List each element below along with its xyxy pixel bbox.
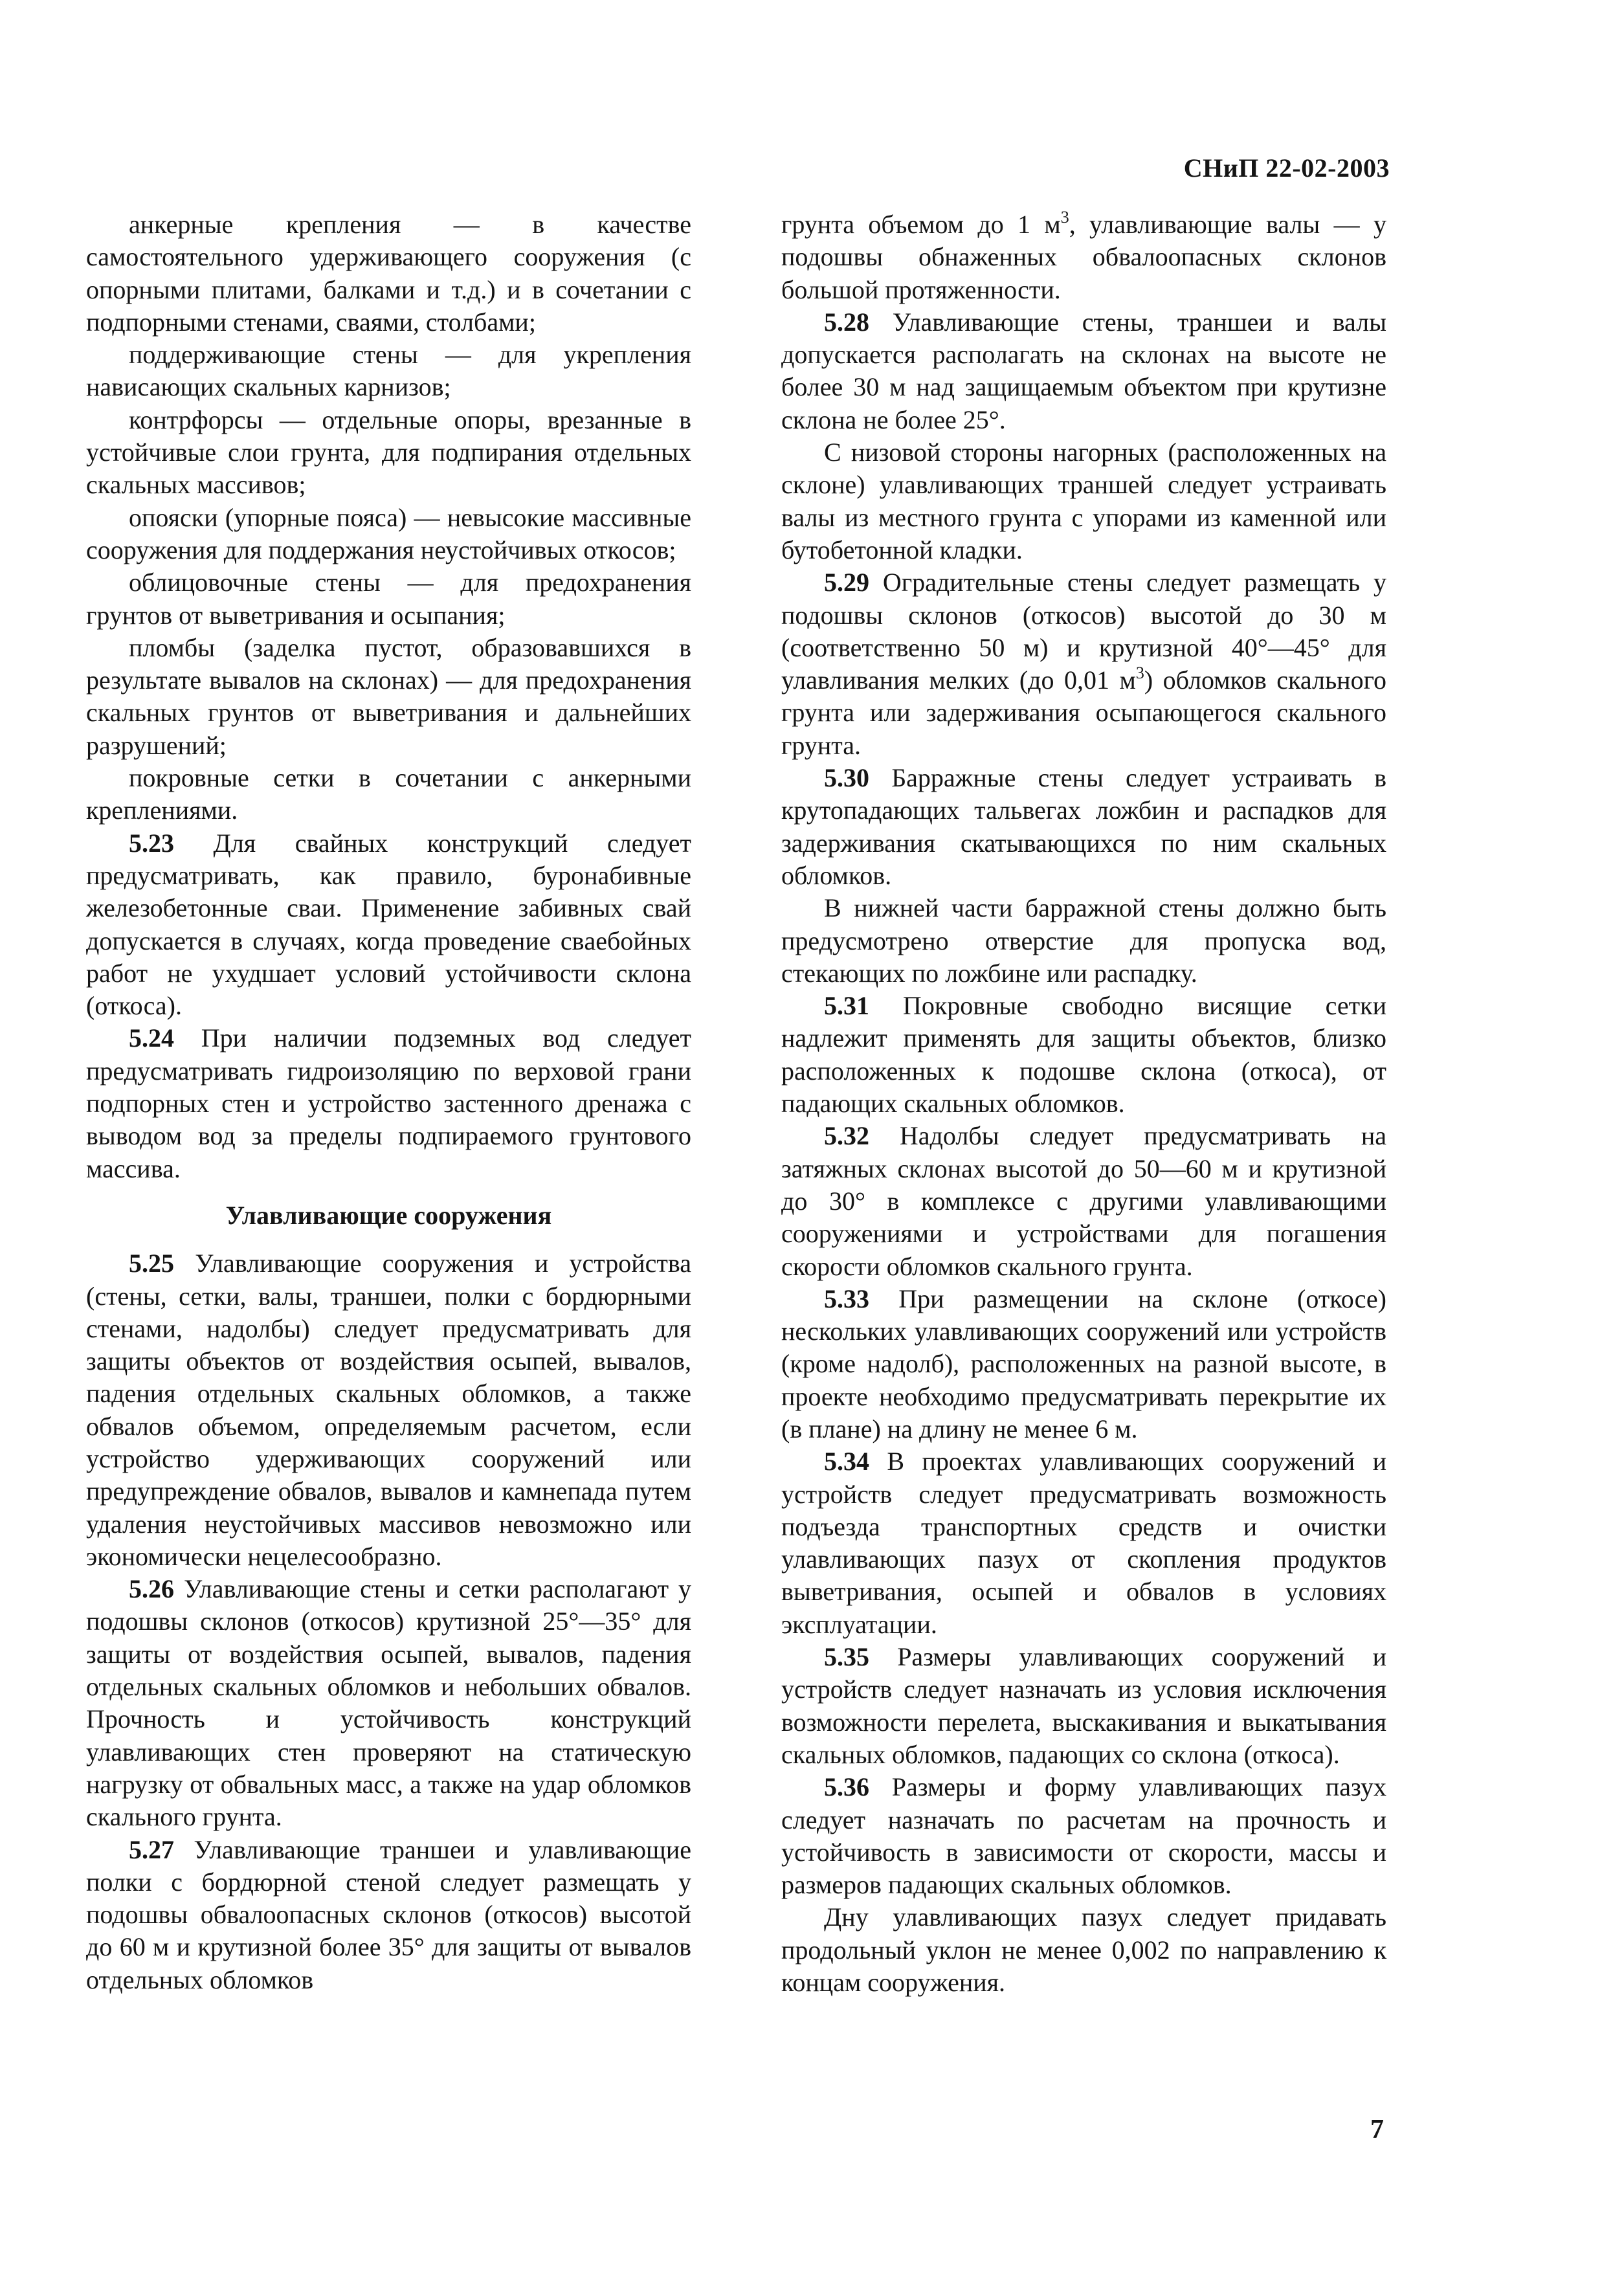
clause-number: 5.33	[824, 1284, 869, 1313]
clause-number: 5.28	[824, 307, 869, 337]
clause-5-25	[86, 1247, 691, 1573]
page-number: 7	[1370, 2115, 1384, 2144]
clause-5-30	[781, 762, 1386, 892]
paragraph: покровные сетки в сочетании с анкерными креплениями.	[86, 763, 691, 825]
clause-number: 5.24	[129, 1023, 174, 1053]
paragraph: поддерживающие стены — для укрепления нависающих скальных карнизов;	[86, 340, 691, 402]
clause-5-27	[86, 1834, 691, 1996]
clause-text: Оградительные стены следует размещать у подошвы склонов (откосов) высотой до 30 м (соответственно 50 м) и крутизной 40°—45° для улавливания мелких (до 0,01 м	[781, 568, 1386, 695]
clause-text: Улавливающие стены и сетки располагают у подошвы склонов (откосов) крутизной 25°—35° для защиты от воздействия осыпей, вывалов, падения отдельных скальных обломков и небольших обвалов. Прочность и устойчивость конструкций улавливающих стен проверяют на статическую нагрузку от обвальных масс, а также на удар обломков скального грунта.	[86, 1574, 691, 1832]
clause-text: Для свайных конструкций следует предусматривать, как правило, буронабивные железобетонные сваи. Применение забивных свай допускается в случаях, когда проведение свaебойных работ не ухудшает условий устойчивости склона (откоса).	[86, 828, 691, 1021]
section-subheading: Улавливающие сооружения	[225, 1200, 552, 1230]
clause-text: Улавливающие траншеи и улавливающие полки с бордюрной стеной следует размещать у подошвы обвалоопасных склонов (откосов) высотой до 60 м и крутизной более 35° для защиты от вывалов отдельных обломков	[86, 1834, 691, 1994]
clause-text: Размеры и форму улавливающих пазух следует назначать по расчетам на прочность и устойчивость в зависимости от скорости, массы и размеров падающих скальных обломков.	[781, 1772, 1386, 1900]
clause-text: Надолбы следует предусматривать на затяжных склонах высотой до 50—60 м и крутизной до 30° в комплексе с другими улавливающими сооружениями и устройствами для погашения скорости обломков скального грунта.	[781, 1121, 1386, 1281]
clause-number: 5.31	[824, 991, 869, 1021]
text-segment: грунта объемом до 1 м	[781, 210, 1061, 239]
paragraph: анкерные крепления — в качестве самостоятельного удерживающего сооружения (с опорными плитами, балками и т.д.) и в сочетании с подпорными стенами, сваями, столбами;	[86, 210, 691, 337]
clause-text: Покровные свободно висящие сетки надлежит применять для защиты объектов, близко расположенных к подошве склона (откоса), от падающих скальных обломков.	[781, 991, 1386, 1119]
superscript: 3	[1060, 208, 1069, 227]
clause-number: 5.30	[824, 763, 869, 793]
clause-text: В проектах улавливающих сооружений и устройств следует предусматривать возможность подъезда транспортных средств и очистки улавливающих пазух от скопления продуктов выветривания, осыпей и обвалов в условиях эксплуатации.	[781, 1447, 1386, 1639]
clause-number: 5.32	[824, 1121, 869, 1151]
text-segment: , улавливающие валы — у подошвы обнаженных обвалоопасных склонов большой протяженности.	[781, 210, 1386, 304]
superscript: 3	[1135, 663, 1144, 683]
clause-5-33	[781, 1283, 1386, 1445]
clause-number: 5.25	[129, 1249, 174, 1278]
clause-number: 5.36	[824, 1772, 869, 1802]
clause-5-32	[781, 1120, 1386, 1282]
clause-text: Улавливающие сооружения и устройства (стены, сетки, валы, траншеи, полки с бордюрными стенами, надолбы) следует предусматривать для защиты объектов от воздействия осыпей, вывалов, падения отдельных скальных обломков, а также обвалов объемом, определяемым расчетом, если устройство удерживающих сооружений или предупреждение обвалов, вывалов и камнепада путем удаления неустойчивых массивов невозможно или экономически нецелесообразно.	[86, 1249, 691, 1571]
paragraph: пломбы (заделка пустот, образовавшихся в результате вывалов на склонах) — для предохранения скальных грунтов от выветривания и дальнейших разрушений;	[86, 632, 691, 760]
paragraph: облицовочные стены — для предохранения грунтов от выветривания и осыпания;	[86, 568, 691, 630]
clause-5-35	[781, 1641, 1386, 1771]
clause-text: ) обломков скального грунта или задерживания осыпающегося скального грунта.	[781, 665, 1386, 760]
clause-number: 5.34	[824, 1447, 869, 1476]
clause-text: Барражные стены следует устраивать в крутопадающих тальвегах ложбин и распадков для задерживания скатывающихся по ним скальных обломков.	[781, 763, 1386, 890]
document-header: СНиП 22-02-2003	[1183, 153, 1390, 183]
clause-5-29	[781, 566, 1386, 762]
clause-number: 5.27	[129, 1834, 174, 1864]
clause-text: Улавливающие стены, траншеи и валы допускается располагать на склонах на высоте не более 30 м над защищаемым объектом при крутизне склона не более 25°.	[781, 307, 1386, 434]
clause-5-23	[86, 827, 691, 1023]
paragraph: опояски (упорные пояса) — невысокие массивные сооружения для поддержания неустойчивых откосов;	[86, 502, 691, 564]
paragraph: С низовой стороны нагорных (расположенных на склоне) улавливающих траншей следует устраивать валы из местного грунта с упорами из каменной или бутобетонной кладки.	[781, 438, 1386, 564]
left-column	[86, 208, 691, 1996]
paragraph: Дну улавливающих пазух следует придавать продольный уклон не менее 0,002 по направлению к концам сооружения.	[781, 1902, 1386, 1998]
clause-number: 5.35	[824, 1642, 869, 1672]
clause-5-36	[781, 1771, 1386, 1901]
clause-number: 5.23	[129, 828, 174, 858]
clause-number: 5.29	[824, 568, 869, 597]
clause-5-34	[781, 1445, 1386, 1641]
clause-5-26	[86, 1573, 691, 1833]
clause-number: 5.26	[129, 1574, 174, 1604]
paragraph-continuation	[781, 208, 1386, 306]
clause-5-28	[781, 306, 1386, 436]
right-column	[781, 208, 1386, 1999]
clause-text: Размеры улавливающих сооружений и устройств следует назначать из условия исключения возможности перелета, выскакивания и выкатывания скальных обломков, падающих со склона (откоса).	[781, 1642, 1386, 1769]
paragraph: В нижней части барражной стены должно быть предусмотрено отверстие для пропуска вод, стекающих по ложбине или распадку.	[781, 893, 1386, 988]
clause-text: При наличии подземных вод следует предусматривать гидроизоляцию по верховой грани подпорных стен и устройство застенного дренажа с выводом вод за пределы подпираемого грунтового массива.	[86, 1023, 691, 1183]
clause-5-24	[86, 1022, 691, 1185]
clause-text: При размещении на склоне (откосе) нескольких улавливающих сооружений или устройств (кроме надолб), расположенных на разной высоте, в проекте необходимо предусматривать перекрытие их (в плане) на длину не менее 6 м.	[781, 1284, 1386, 1443]
paragraph: контрфорсы — отдельные опоры, врезанные в устойчивые слои грунта, для подпирания отдельных скальных массивов;	[86, 405, 691, 500]
clause-5-31	[781, 990, 1386, 1120]
